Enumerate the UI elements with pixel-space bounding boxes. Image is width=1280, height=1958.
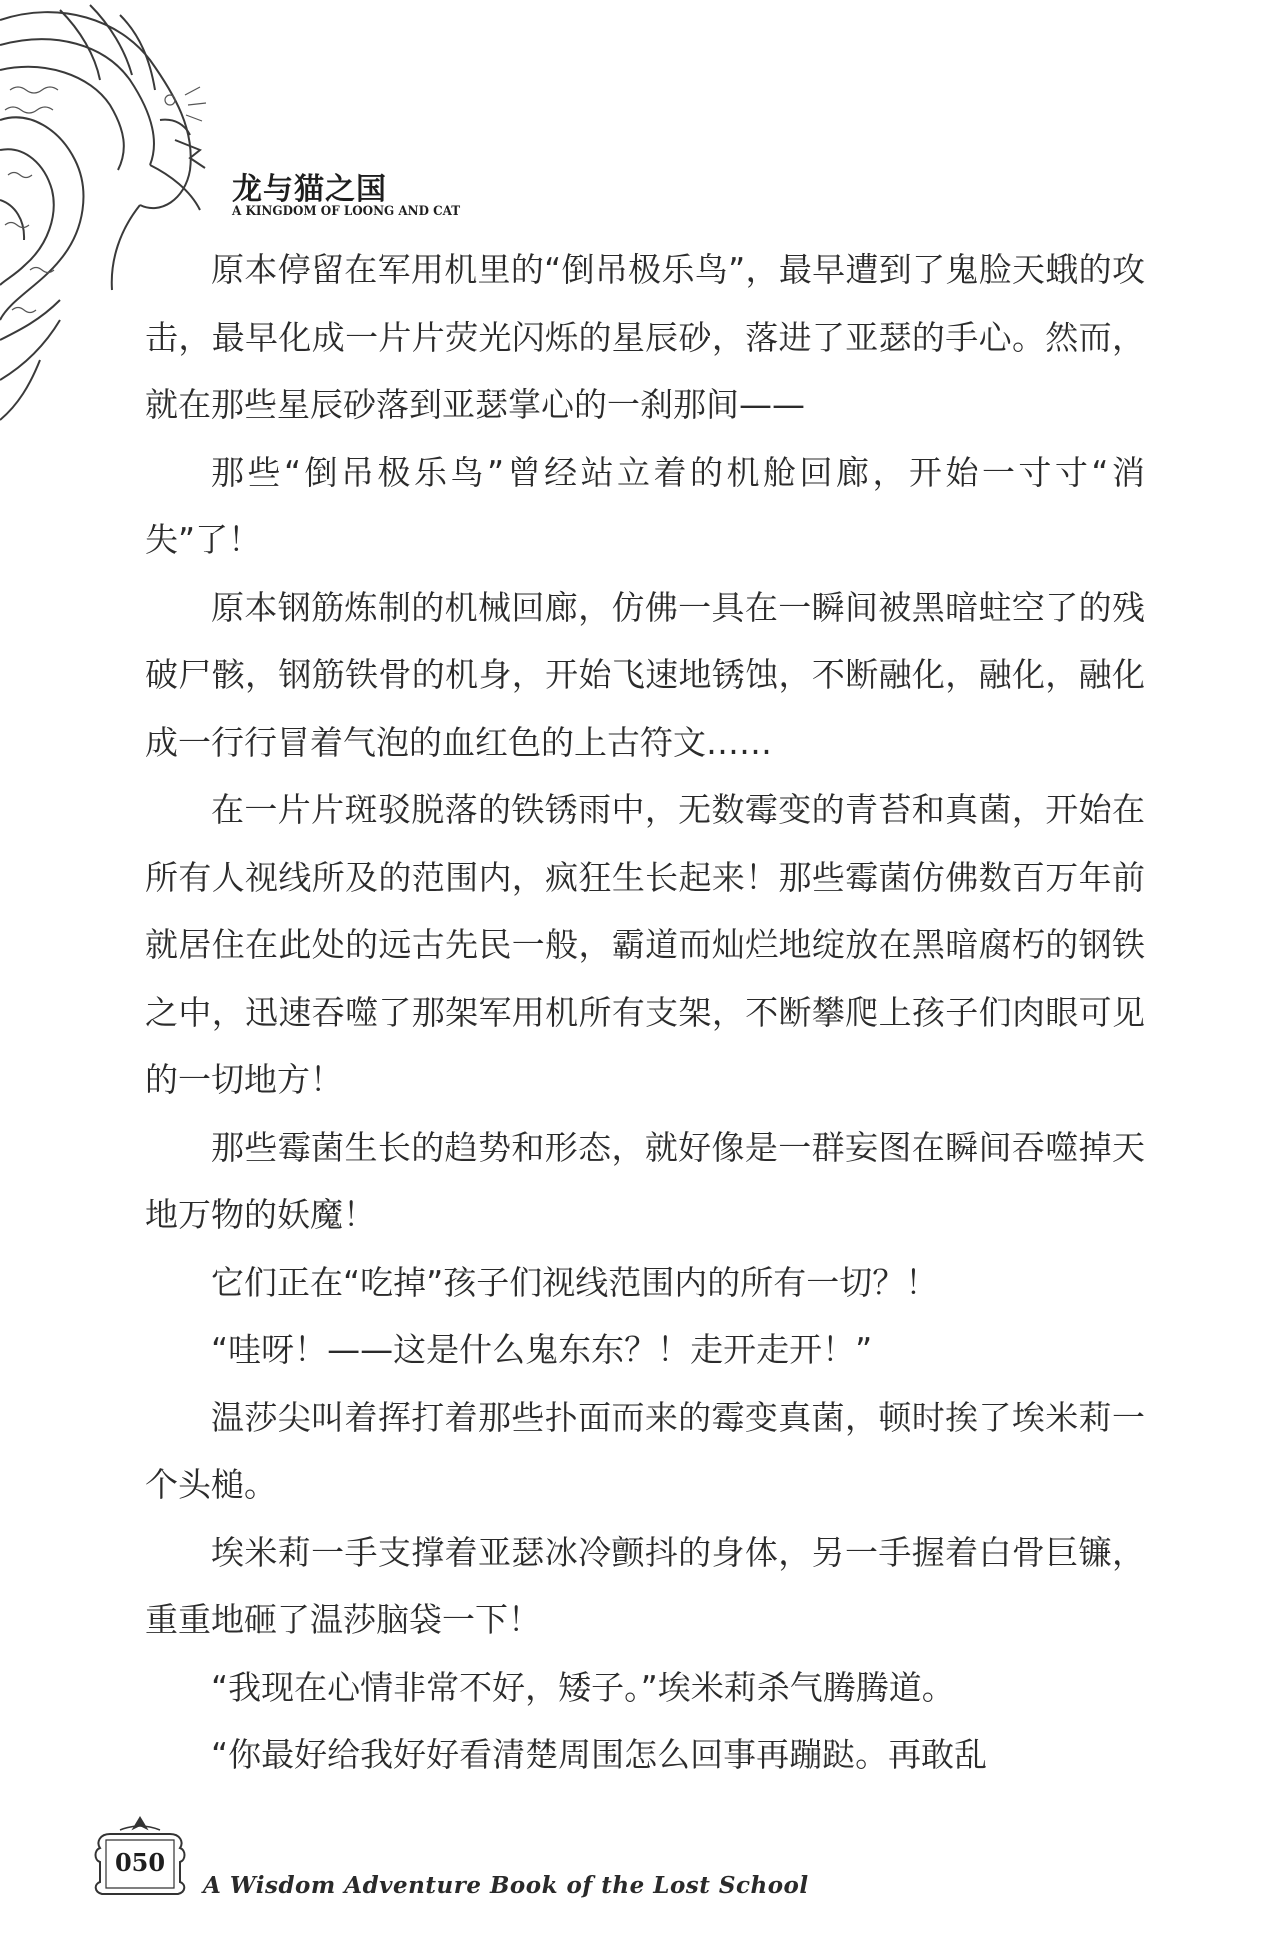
page-number: 050 bbox=[114, 1848, 166, 1877]
paragraph: 它们正在“吃掉”孩子们视线范围内的所有一切？！ bbox=[211, 1262, 939, 1302]
paragraph: 在一片片斑驳脱落的铁锈雨中，无数霉变的青苔和真菌，开始在所有人视线所及的范围内，疯狂生长起来！那些霉菌仿佛数百万年前就居住在此处的远古先民一般，霸道而灿烂地绽放在黑暗腐朽的钢铁之中，迅速吞噬了那架军用机所有支架，不断攀爬上孩子们肉眼可见的一切地方！ bbox=[145, 790, 1145, 1099]
paragraph: 原本钢筋炼制的机械回廊，仿佛一具在一瞬间被黑暗蛀空了的残破尸骸，钢筋铁骨的机身，开始飞速地锈蚀，不断融化，融化，融化成一行行冒着气泡的血红色的上古符文…… bbox=[145, 587, 1145, 762]
paragraph: 原本停留在军用机里的“倒吊极乐鸟”，最早遭到了鬼脸天蛾的攻击，最早化成一片片荧光闪烁的星辰砂，落进了亚瑟的手心。然而，就在那些星辰砂落到亚瑟掌心的一刹那间—— bbox=[145, 250, 1145, 424]
page-number-badge bbox=[90, 1816, 190, 1900]
paragraph: 埃米莉一手支撑着亚瑟冰冷颤抖的身体，另一手握着白骨巨镰，重重地砸了温莎脑袋一下！ bbox=[145, 1532, 1145, 1639]
footer-book-title: A Wisdom Adventure Book of the Lost School bbox=[203, 1872, 809, 1899]
paragraph: “你最好给我好好看清楚周围怎么回事再蹦跶。再敢乱 bbox=[211, 1735, 988, 1774]
running-header-subtitle: A KINGDOM OF LOONG AND CAT bbox=[232, 204, 461, 219]
paragraph: 那些“倒吊极乐鸟”曾经站立着的机舱回廊，开始一寸寸“消失”了！ bbox=[145, 452, 1145, 559]
paragraph: “我现在心情非常不好，矮子。”埃米莉杀气腾腾道。 bbox=[211, 1667, 955, 1707]
body-text bbox=[145, 236, 1145, 1789]
running-header-title: 龙与猫之国 bbox=[232, 172, 387, 207]
paragraph: 温莎尖叫着挥打着那些扑面而来的霉变真菌，顿时挨了埃米莉一个头槌。 bbox=[145, 1397, 1145, 1504]
paragraph: 那些霉菌生长的趋势和形态，就好像是一群妄图在瞬间吞噬掉天地万物的妖魔！ bbox=[145, 1127, 1145, 1234]
paragraph: “哇呀！——这是什么鬼东东？！走开走开！” bbox=[211, 1330, 873, 1369]
